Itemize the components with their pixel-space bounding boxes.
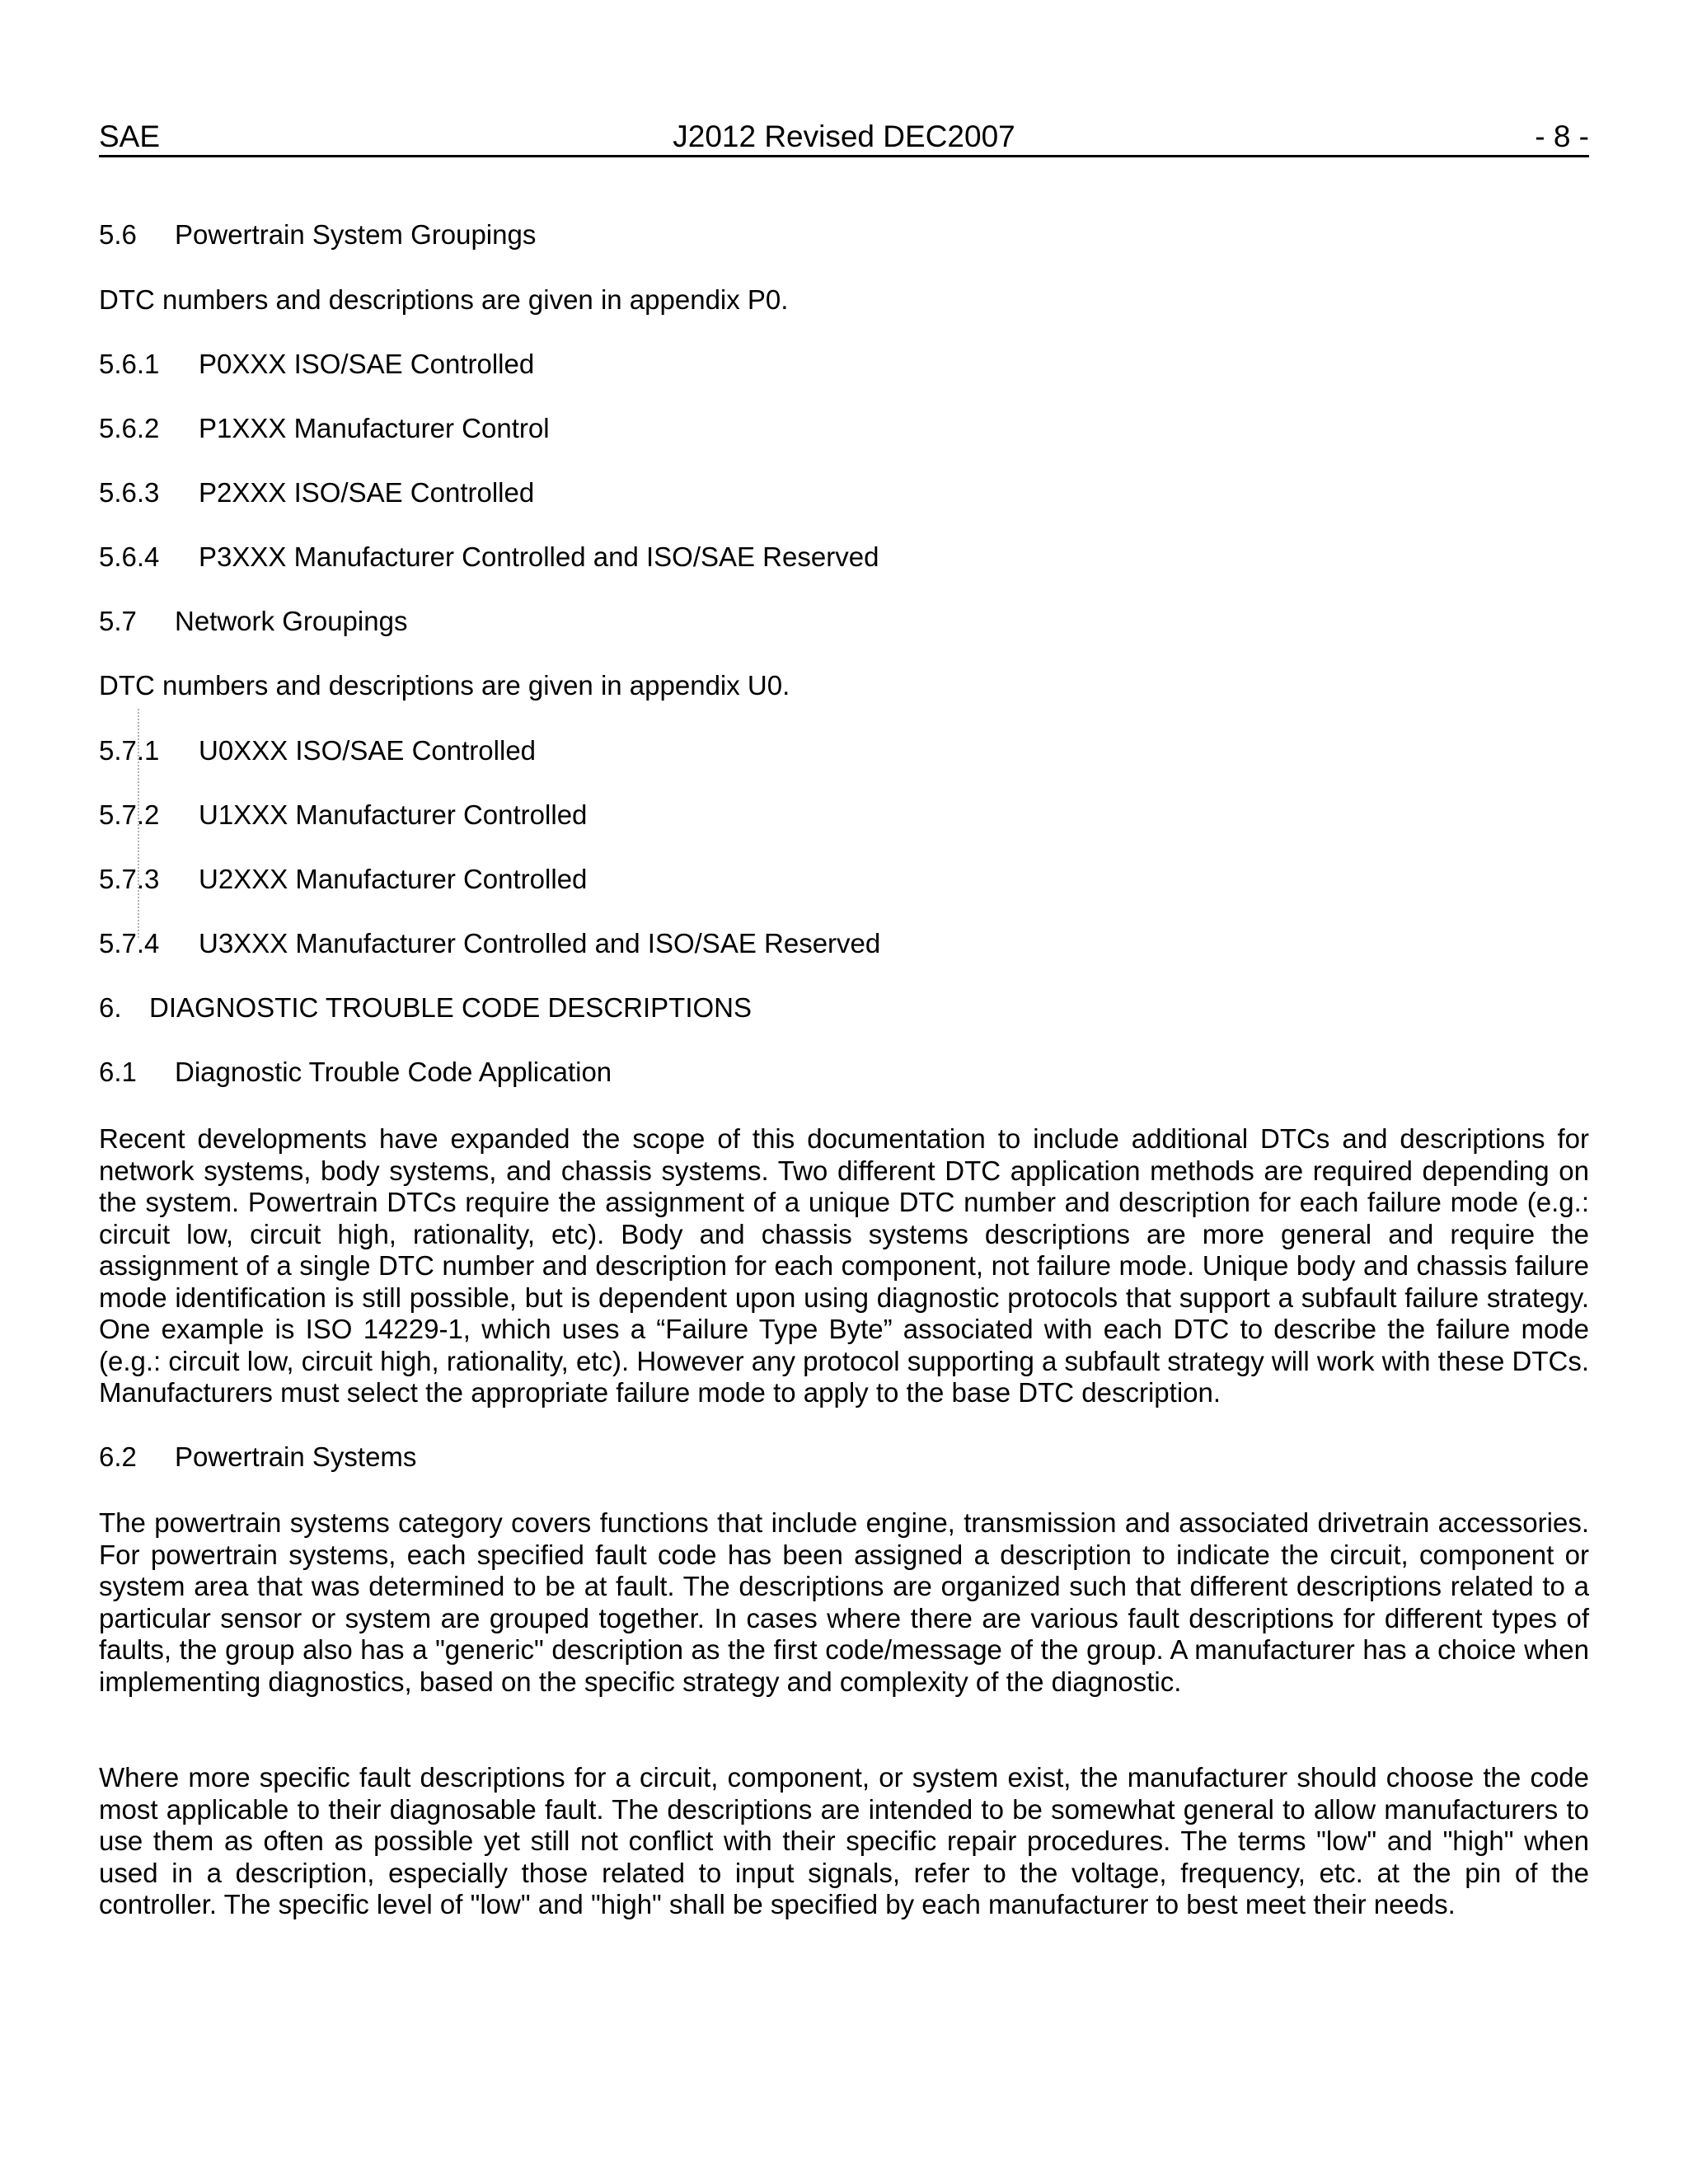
section-title: U2XXX Manufacturer Controlled xyxy=(199,864,588,894)
section-title: DIAGNOSTIC TROUBLE CODE DESCRIPTIONS xyxy=(149,992,752,1023)
heading-5-6-2 xyxy=(99,412,550,445)
page-header xyxy=(99,119,1589,157)
header-page-number: - 8 - xyxy=(1535,120,1589,153)
heading-6 xyxy=(99,991,752,1024)
section-number: 5.6.1 xyxy=(99,349,160,379)
section-title: Powertrain Systems xyxy=(175,1441,417,1472)
section-title: P1XXX Manufacturer Control xyxy=(199,413,550,443)
section-number: 5.7 xyxy=(99,606,137,636)
heading-5-7 xyxy=(99,605,407,638)
header-document-id: J2012 Revised DEC2007 xyxy=(673,120,1015,153)
section-number: 5.6.4 xyxy=(99,541,160,572)
section-title: U3XXX Manufacturer Controlled and ISO/SAE Reserved xyxy=(199,928,881,958)
section-title: Powertrain System Groupings xyxy=(175,219,537,250)
heading-5-6-4 xyxy=(99,541,879,574)
section-number: 6.2 xyxy=(99,1441,137,1472)
heading-6-2 xyxy=(99,1441,416,1474)
section-title: P2XXX ISO/SAE Controlled xyxy=(199,477,535,508)
section-title: Network Groupings xyxy=(175,606,408,636)
heading-6-1 xyxy=(99,1056,612,1089)
paragraph-6-1: Recent developments have expanded the scope of this documentation to include additional DTCs and descriptions for network systems, body systems, and chassis systems. Two different DTC application methods are required depending on the system. Powertrain DTCs require the assignment of a unique DTC number and description for each failure mode (e.g.: circuit low, circuit high, rationality, etc). Body and chassis systems descriptions are more general and require the assignment of a single DTC number and description for each component, not failure mode. Unique body and chassis failure mode identification is still possible, but is dependent upon using diagnostic protocols that support a subfault failure strategy. One example is ISO 14229-1, which uses a “Failure Type Byte” associated with each DTC to describe the failure mode (e.g.: circuit low, circuit high, rationality, etc). However any protocol supporting a subfault strategy will work with these DTCs. Manufacturers must select the appropriate failure mode to apply to the base DTC description. xyxy=(99,1123,1589,1408)
text-5-7: DTC numbers and descriptions are given in appendix U0. xyxy=(99,670,790,701)
section-title: U1XXX Manufacturer Controlled xyxy=(199,799,588,830)
heading-5-7-1 xyxy=(99,734,536,767)
section-number: 5.7.4 xyxy=(99,928,160,958)
section-number: 5.7.2 xyxy=(99,799,160,830)
section-number: 5.7.1 xyxy=(99,735,160,766)
heading-5-6-3 xyxy=(99,476,534,509)
paragraph-6-2-b: Where more specific fault descriptions for a circuit, component, or system exist, the manufacturer should choose the code most applicable to their diagnosable fault. The descriptions are intended to be somewhat general to allow manufacturers to use them as often as possible yet still not conflict with their specific repair procedures. The terms "low" and "high" when used in a description, especially those related to input signals, refer to the voltage, frequency, etc. at the pin of the controller. The specific level of "low" and "high" shall be specified by each manufacturer to best meet their needs. xyxy=(99,1762,1589,1919)
heading-5-7-4 xyxy=(99,927,880,960)
section-number: 5.6 xyxy=(99,219,137,250)
heading-5-7-3 xyxy=(99,863,587,896)
text-5-6: DTC numbers and descriptions are given in appendix P0. xyxy=(99,284,789,315)
section-title: Diagnostic Trouble Code Application xyxy=(175,1057,612,1087)
heading-5-7-2 xyxy=(99,799,587,832)
heading-5-6 xyxy=(99,218,536,251)
section-title: P3XXX Manufacturer Controlled and ISO/SAE Reserved xyxy=(199,541,879,572)
section-number: 5.7.3 xyxy=(99,864,160,894)
paragraph-6-2-a: The powertrain systems category covers functions that include engine, transmission and associated drivetrain accessories. For powertrain systems, each specified fault code has been assigned a description to indicate the circuit, component or system area that was determined to be at fault. The descriptions are organized such that different descriptions related to a particular sensor or system are grouped together. In cases where there are various fault descriptions for different types of faults, the group also has a "generic" description as the first code/message of the group. A manufacturer has a choice when implementing diagnostics, based on the specific strategy and complexity of the diagnostic. xyxy=(99,1507,1589,1697)
section-number: 6.1 xyxy=(99,1057,137,1087)
section-number: 5.6.3 xyxy=(99,477,160,508)
section-number: 5.6.2 xyxy=(99,413,160,443)
header-org: SAE xyxy=(99,120,161,153)
section-title: P0XXX ISO/SAE Controlled xyxy=(199,349,535,379)
section-number: 6. xyxy=(99,992,122,1023)
section-title: U0XXX ISO/SAE Controlled xyxy=(199,735,537,766)
heading-5-6-1 xyxy=(99,348,534,381)
